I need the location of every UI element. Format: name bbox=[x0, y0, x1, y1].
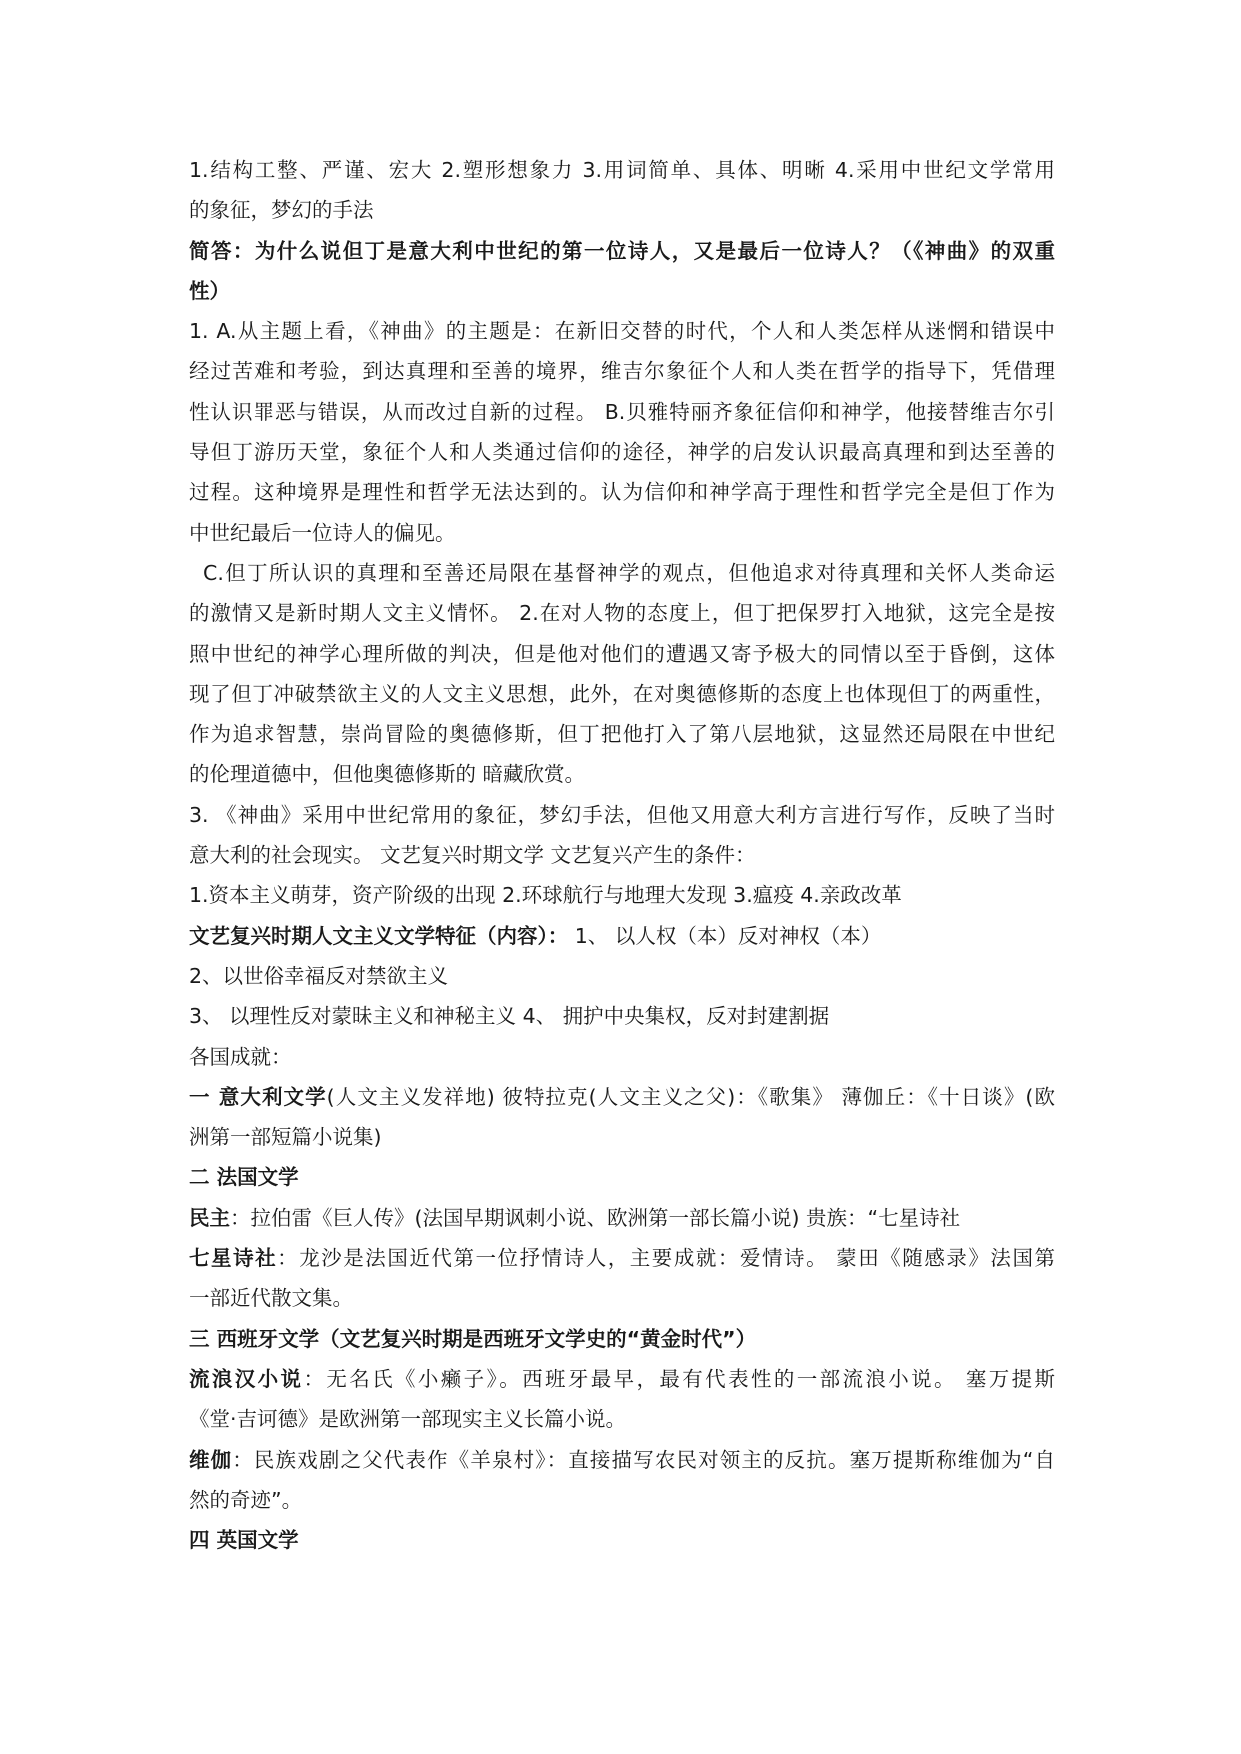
body-text: 1.资本主义萌芽，资产阶级的出现 2.环球航行与地理大发现 3.瘟疫 4.亲政改革 bbox=[189, 883, 902, 908]
bold-text: 三 西班牙文学（文艺复兴时期是西班牙文学史的“黄金时代”） bbox=[189, 1326, 757, 1351]
text-line bbox=[189, 311, 1055, 351]
body-text: 洲第一部短篇小说集) bbox=[189, 1125, 382, 1150]
text-line bbox=[189, 1037, 1055, 1077]
body-text: (人文主义发祥地) 彼特拉克(人文主义之父)：《歌集》 薄伽丘：《十日谈》(欧 bbox=[326, 1084, 1055, 1109]
text-line bbox=[189, 231, 1055, 271]
text-line bbox=[189, 1399, 1055, 1439]
body-text: 《堂·吉诃德》是欧洲第一部现实主义长篇小说。 bbox=[189, 1407, 627, 1432]
body-text: 各国成就： bbox=[189, 1044, 292, 1069]
text-line bbox=[189, 472, 1055, 512]
text-line bbox=[189, 714, 1055, 754]
body-text: 1、 以人权（本）反对神权（本） bbox=[568, 923, 882, 948]
text-line bbox=[189, 1319, 1055, 1359]
body-text: 的激情又是新时期人文主义情怀。 2.在对人物的态度上，但丁把保罗打入地狱，这完全是按 bbox=[189, 601, 1055, 626]
text-line bbox=[189, 513, 1055, 553]
text-line bbox=[189, 271, 1055, 311]
body-text: ：龙沙是法国近代第一位抒情诗人，主要成就：爱情诗。 蒙田《随感录》法国第 bbox=[277, 1246, 1056, 1271]
body-text: 性认识罪恶与错误，从而改过自新的过程。 B.贝雅特丽齐象征信仰和神学，他接替维吉尔引 bbox=[189, 399, 1055, 424]
text-line bbox=[189, 1359, 1055, 1399]
bold-text: 流浪汉小说 bbox=[189, 1366, 304, 1391]
body-text: 过程。这种境界是理性和哲学无法达到的。认为信仰和神学高于理性和哲学完全是但丁作为 bbox=[189, 480, 1055, 505]
text-line bbox=[189, 1520, 1055, 1560]
body-text: 2、以世俗幸福反对禁欲主义 bbox=[189, 963, 449, 988]
text-line bbox=[189, 996, 1055, 1036]
text-line bbox=[189, 1278, 1055, 1318]
body-text: 的伦理道德中，但他奥德修斯的 暗藏欣赏。 bbox=[189, 762, 586, 787]
text-line bbox=[189, 795, 1055, 835]
body-text: 然的奇迹”。 bbox=[189, 1487, 303, 1512]
text-line bbox=[189, 1238, 1055, 1278]
text-line bbox=[189, 553, 1055, 593]
text-line bbox=[189, 1480, 1055, 1520]
bold-text: 民主 bbox=[189, 1205, 230, 1230]
text-line bbox=[189, 674, 1055, 714]
bold-text: 七星诗社 bbox=[189, 1246, 278, 1271]
body-text: 照中世纪的神学心理所做的判决，但是他对他们的遭遇又寄予极大的同情以至于昏倒，这体 bbox=[189, 641, 1055, 666]
text-line bbox=[189, 432, 1055, 472]
text-line bbox=[189, 916, 1055, 956]
body-text: 中世纪最后一位诗人的偏见。 bbox=[189, 520, 456, 545]
bold-text: 一 意大利文学 bbox=[189, 1084, 327, 1109]
bold-text: 性） bbox=[189, 278, 230, 303]
body-text: ：拉伯雷《巨人传》(法国早期讽刺小说、欧洲第一部长篇小说) 贵族：“七星诗社 bbox=[230, 1205, 961, 1230]
text-line bbox=[189, 956, 1055, 996]
text-line bbox=[189, 1440, 1055, 1480]
body-text: 经过苦难和考验，到达真理和至善的境界，维吉尔象征个人和人类在哲学的指导下，凭借理 bbox=[189, 359, 1055, 384]
body-text: 导但丁游历天堂，象征个人和人类通过信仰的途径，神学的启发认识最高真理和到达至善的 bbox=[189, 440, 1055, 465]
text-line bbox=[189, 875, 1055, 915]
body-text: 一部近代散文集。 bbox=[189, 1286, 353, 1311]
body-text: ：民族戏剧之父代表作《羊泉村》：直接描写农民对领主的反抗。塞万提斯称维伽为“自 bbox=[232, 1447, 1055, 1472]
text-line bbox=[189, 150, 1055, 190]
body-text: 的象征，梦幻的手法 bbox=[189, 198, 374, 223]
body-text: 3. 《神曲》采用中世纪常用的象征，梦幻手法，但他又用意大利方言进行写作，反映了当时 bbox=[189, 802, 1055, 827]
body-text: C.但丁所认识的真理和至善还局限在基督神学的观点，但他追求对待真理和关怀人类命运 bbox=[203, 560, 1055, 585]
text-line bbox=[189, 1198, 1055, 1238]
bold-text: 维伽 bbox=[189, 1447, 233, 1472]
text-line bbox=[189, 392, 1055, 432]
text-line bbox=[189, 1077, 1055, 1117]
text-line bbox=[189, 634, 1055, 674]
body-text: 3、 以理性反对蒙昧主义和神秘主义 4、 拥护中央集权，反对封建割据 bbox=[189, 1004, 830, 1029]
bold-text: 简答：为什么说但丁是意大利中世纪的第一位诗人，又是最后一位诗人？（《神曲》的双重 bbox=[189, 238, 1055, 263]
bold-text: 二 法国文学 bbox=[189, 1165, 299, 1190]
text-line bbox=[189, 351, 1055, 391]
bold-text: 四 英国文学 bbox=[189, 1528, 299, 1553]
document-page bbox=[189, 150, 1055, 1560]
bold-text: 文艺复兴时期人文主义文学特征（内容）： bbox=[189, 923, 569, 948]
text-line bbox=[189, 835, 1055, 875]
text-line bbox=[189, 754, 1055, 794]
body-text: 作为追求智慧，崇尚冒险的奥德修斯，但丁把他打入了第八层地狱，这显然还局限在中世纪 bbox=[189, 722, 1055, 747]
body-text: 1.结构工整、严谨、宏大 2.塑形想象力 3.用词简单、具体、明晰 4.采用中世纪文学常用 bbox=[189, 158, 1055, 182]
text-line bbox=[189, 190, 1055, 230]
body-text: 意大利的社会现实。 文艺复兴时期文学 文艺复兴产生的条件： bbox=[189, 843, 756, 868]
text-line bbox=[189, 1117, 1055, 1157]
body-text: ：无名氏《小癞子》。西班牙最早，最有代表性的一部流浪小说。 塞万提斯 bbox=[303, 1366, 1056, 1391]
text-line bbox=[189, 1157, 1055, 1197]
body-text: 现了但丁冲破禁欲主义的人文主义思想，此外，在对奥德修斯的态度上也体现但丁的两重性， bbox=[189, 681, 1055, 706]
body-text: 1. A.从主题上看，《神曲》的主题是：在新旧交替的时代，个人和人类怎样从迷惘和错误中 bbox=[189, 319, 1055, 344]
text-line bbox=[189, 593, 1055, 633]
